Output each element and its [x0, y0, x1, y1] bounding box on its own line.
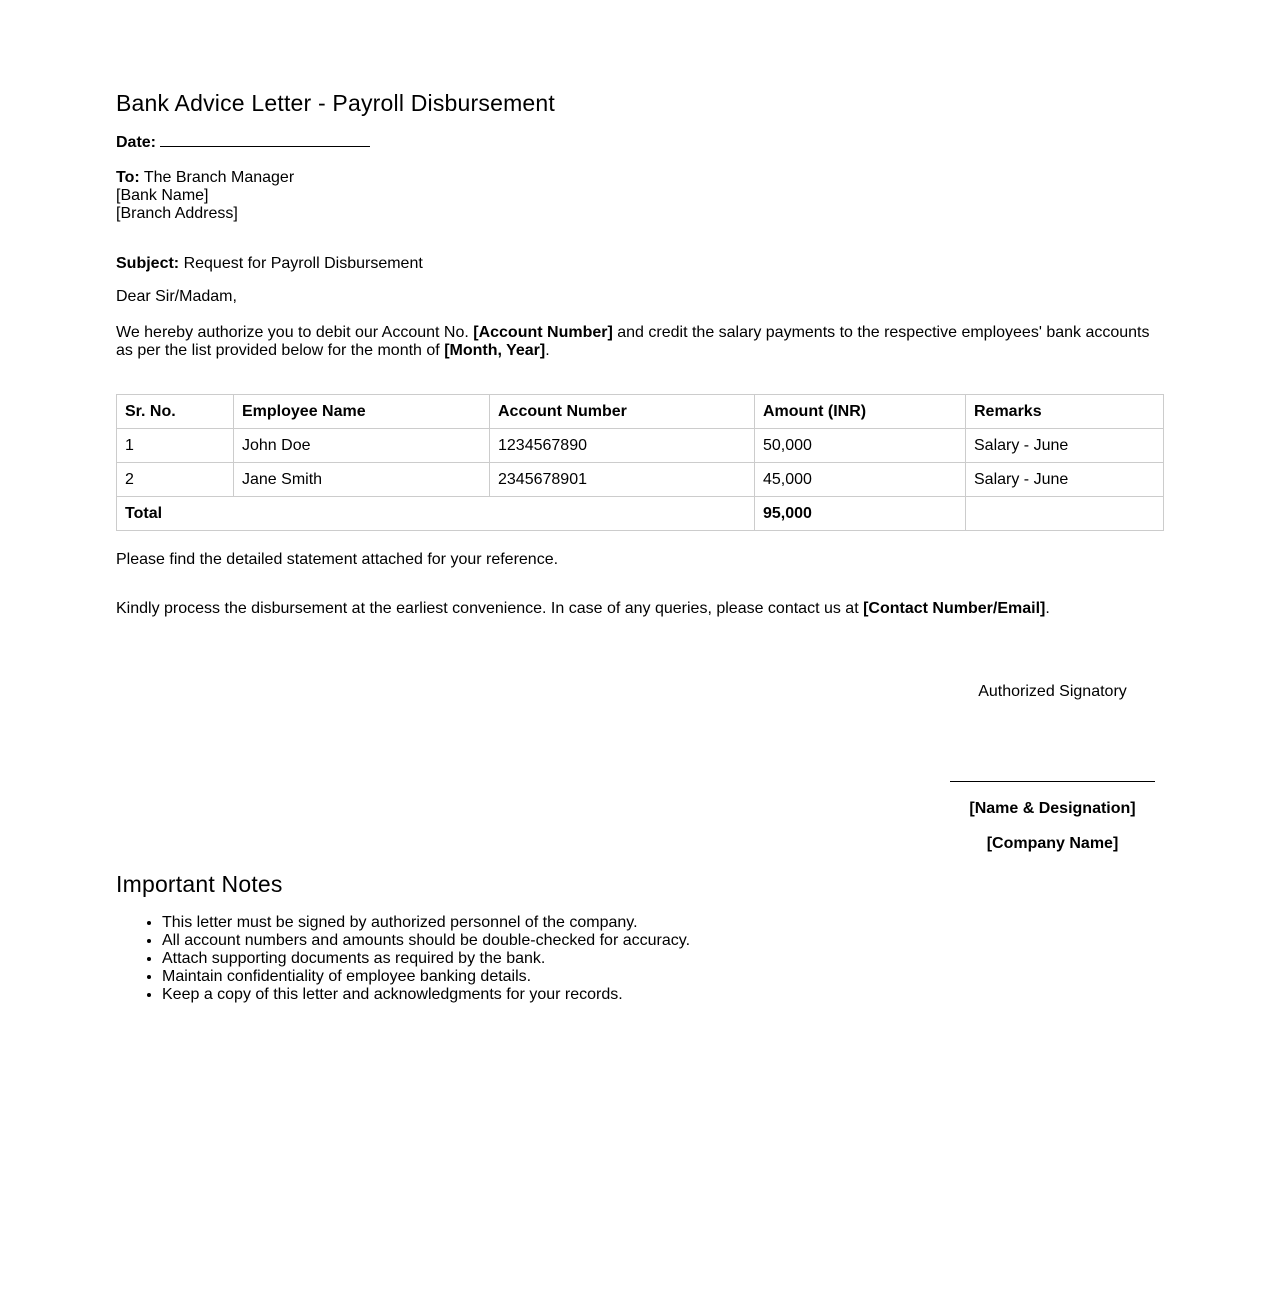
- list-item: • Maintain confidentiality of employee banking details.: [162, 968, 1163, 986]
- list-item: • All account numbers and amounts should be double-checked for accuracy.: [162, 932, 1163, 950]
- recipient-name: The Branch Manager: [139, 169, 295, 186]
- recipient-block: [116, 169, 1163, 223]
- list-item: • Attach supporting documents as required by the bank.: [162, 950, 1163, 968]
- cell-account-number: 1234567890: [490, 429, 755, 463]
- cell-sr-no: 2: [117, 463, 234, 497]
- to-label: To:: [116, 169, 140, 186]
- important-notes-heading: Important Notes: [116, 871, 283, 897]
- table-header-sr-no: Sr. No.: [117, 395, 234, 429]
- table-header-account-number: Account Number: [490, 395, 755, 429]
- process-note: [116, 600, 1163, 618]
- total-label-cell: Total: [117, 497, 755, 531]
- subject-line: [116, 255, 1163, 273]
- subject-label: Subject:: [116, 255, 180, 272]
- process-note-text-2: .: [1045, 600, 1050, 617]
- total-remarks-cell: [966, 497, 1164, 531]
- salutation: Dear Sir/Madam,: [116, 288, 237, 305]
- table-row: [117, 429, 1164, 463]
- body-text-3: .: [545, 342, 550, 359]
- cell-amount: 45,000: [755, 463, 966, 497]
- signature-block: [950, 683, 1155, 853]
- table-header-amount: Amount (INR): [755, 395, 966, 429]
- table-row: [117, 463, 1164, 497]
- branch-address-line: [Branch Address]: [116, 205, 238, 222]
- page-title: Bank Advice Letter - Payroll Disbursement: [116, 90, 556, 116]
- cell-remarks: Salary - June: [966, 429, 1164, 463]
- list-item: • Keep a copy of this letter and acknowledgments for your records.: [162, 986, 1163, 1004]
- cell-employee-name: Jane Smith: [234, 463, 490, 497]
- date-line: [116, 134, 1163, 152]
- contact-placeholder: [Contact Number/Email]: [863, 600, 1046, 617]
- table-header-row: [117, 395, 1164, 429]
- letter-document: [116, 0, 1163, 1004]
- process-note-text-1: Kindly process the disbursement at the earliest convenience. In case of any queries, please contact us at: [116, 600, 864, 617]
- company-name-placeholder: [Company Name]: [986, 835, 1119, 852]
- month-year-placeholder: [Month, Year]: [444, 342, 546, 359]
- list-item: • This letter must be signed by authorized personnel of the company.: [162, 914, 1163, 932]
- date-blank-line: [160, 146, 370, 147]
- table-header-employee-name: Employee Name: [234, 395, 490, 429]
- attachment-note: Please find the detailed statement attached for your reference.: [116, 551, 559, 568]
- cell-employee-name: John Doe: [234, 429, 490, 463]
- date-label: Date:: [116, 134, 157, 151]
- authorized-signatory-label: Authorized Signatory: [978, 683, 1127, 700]
- cell-sr-no: 1: [117, 429, 234, 463]
- authorization-paragraph: [116, 324, 1163, 360]
- total-amount-cell: 95,000: [755, 497, 966, 531]
- account-number-placeholder: [Account Number]: [473, 324, 613, 341]
- table-header-remarks: Remarks: [966, 395, 1164, 429]
- body-text-2: and credit the salary payments to the respective employees' bank accounts as per the list provided below for the month of: [116, 324, 1150, 359]
- recipient-line: [116, 169, 1163, 187]
- bank-name-line: [Bank Name]: [116, 187, 209, 204]
- important-notes-list: [116, 914, 1163, 1004]
- cell-remarks: Salary - June: [966, 463, 1164, 497]
- payroll-table: [116, 394, 1164, 531]
- subject-text: Request for Payroll Disbursement: [179, 255, 423, 272]
- signature-line: [950, 781, 1155, 782]
- table-total-row: [117, 497, 1164, 531]
- cell-account-number: 2345678901: [490, 463, 755, 497]
- body-text-1: We hereby authorize you to debit our Account No.: [116, 324, 474, 341]
- name-designation-placeholder: [Name & Designation]: [969, 800, 1136, 817]
- cell-amount: 50,000: [755, 429, 966, 463]
